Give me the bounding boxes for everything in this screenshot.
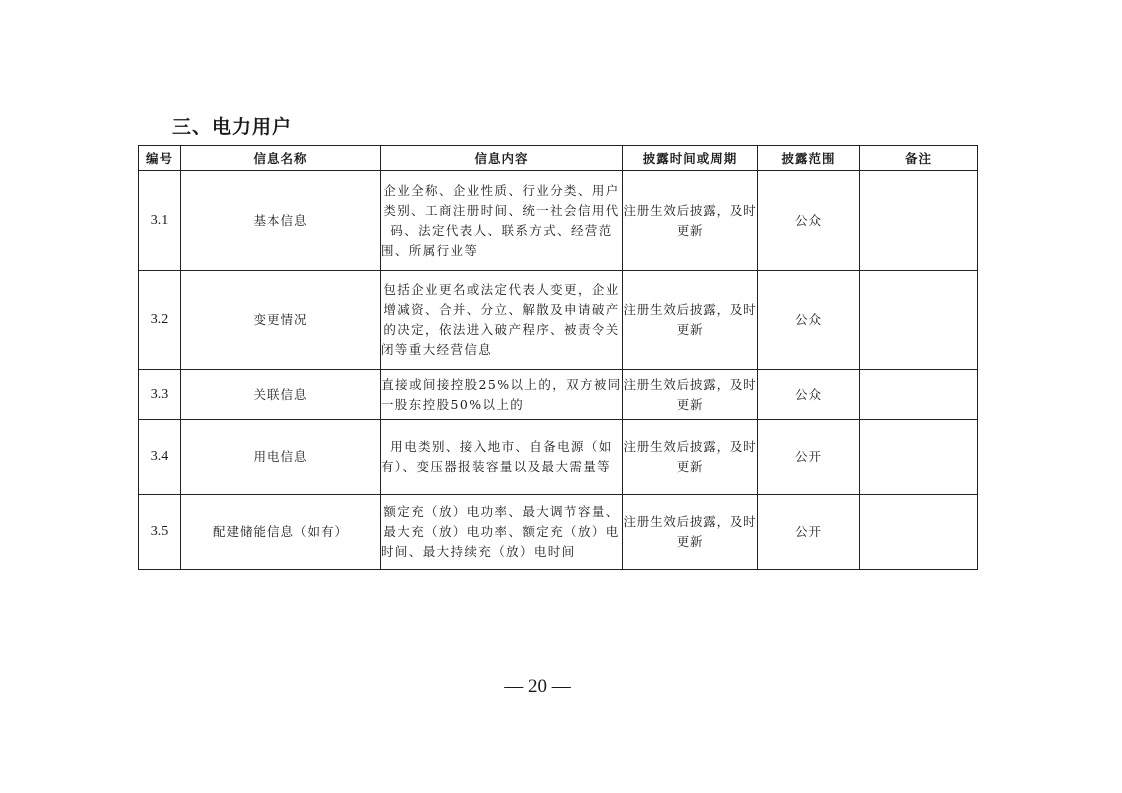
cell-name: 变更情况 bbox=[181, 271, 381, 370]
cell-name: 关联信息 bbox=[181, 370, 381, 420]
cell-content: 企业全称、企业性质、行业分类、用户类别、工商注册时间、统一社会信用代码、法定代表人、联系方式、经营范围、所属行业等 bbox=[381, 171, 623, 271]
table-row bbox=[139, 171, 978, 271]
cell-id: 3.5 bbox=[139, 495, 181, 570]
table-row bbox=[139, 420, 978, 495]
cell-id: 3.2 bbox=[139, 271, 181, 370]
cell-scope: 公开 bbox=[758, 420, 860, 495]
cell-id: 3.1 bbox=[139, 171, 181, 271]
cell-time: 注册生效后披露，及时更新 bbox=[623, 271, 758, 370]
cell-note bbox=[860, 495, 978, 570]
cell-note bbox=[860, 370, 978, 420]
cell-content: 额定充（放）电功率、最大调节容量、最大充（放）电功率、额定充（放）电时间、最大持续充（放）电时间 bbox=[381, 495, 623, 570]
cell-time: 注册生效后披露，及时更新 bbox=[623, 495, 758, 570]
header-note: 备注 bbox=[860, 146, 978, 171]
cell-name: 用电信息 bbox=[181, 420, 381, 495]
header-id: 编号 bbox=[139, 146, 181, 171]
table-header-row bbox=[139, 146, 978, 171]
cell-scope: 公众 bbox=[758, 271, 860, 370]
table-row bbox=[139, 495, 978, 570]
table-row bbox=[139, 271, 978, 370]
cell-time: 注册生效后披露，及时更新 bbox=[623, 171, 758, 271]
cell-time: 注册生效后披露，及时更新 bbox=[623, 420, 758, 495]
cell-scope: 公开 bbox=[758, 495, 860, 570]
cell-scope: 公众 bbox=[758, 171, 860, 271]
header-time: 披露时间或周期 bbox=[623, 146, 758, 171]
cell-name: 基本信息 bbox=[181, 171, 381, 271]
cell-note bbox=[860, 271, 978, 370]
cell-content: 直接或间接控股25%以上的，双方被同一股东控股50%以上的 bbox=[381, 370, 623, 420]
page-number: — 20 — bbox=[504, 676, 571, 697]
cell-name: 配建储能信息（如有） bbox=[181, 495, 381, 570]
header-content: 信息内容 bbox=[381, 146, 623, 171]
cell-content: 包括企业更名或法定代表人变更，企业增减资、合并、分立、解散及申请破产的决定，依法进入破产程序、被责令关闭等重大经营信息 bbox=[381, 271, 623, 370]
cell-id: 3.3 bbox=[139, 370, 181, 420]
cell-id: 3.4 bbox=[139, 420, 181, 495]
table-row bbox=[139, 370, 978, 420]
cell-note bbox=[860, 171, 978, 271]
disclosure-table bbox=[138, 145, 978, 570]
section-title: 三、电力用户 bbox=[172, 116, 293, 138]
cell-content: 用电类别、接入地市、自备电源（如有）、变压器报装容量以及最大需量等 bbox=[381, 420, 623, 495]
header-scope: 披露范围 bbox=[758, 146, 860, 171]
cell-time: 注册生效后披露，及时更新 bbox=[623, 370, 758, 420]
cell-note bbox=[860, 420, 978, 495]
cell-scope: 公众 bbox=[758, 370, 860, 420]
header-name: 信息名称 bbox=[181, 146, 381, 171]
